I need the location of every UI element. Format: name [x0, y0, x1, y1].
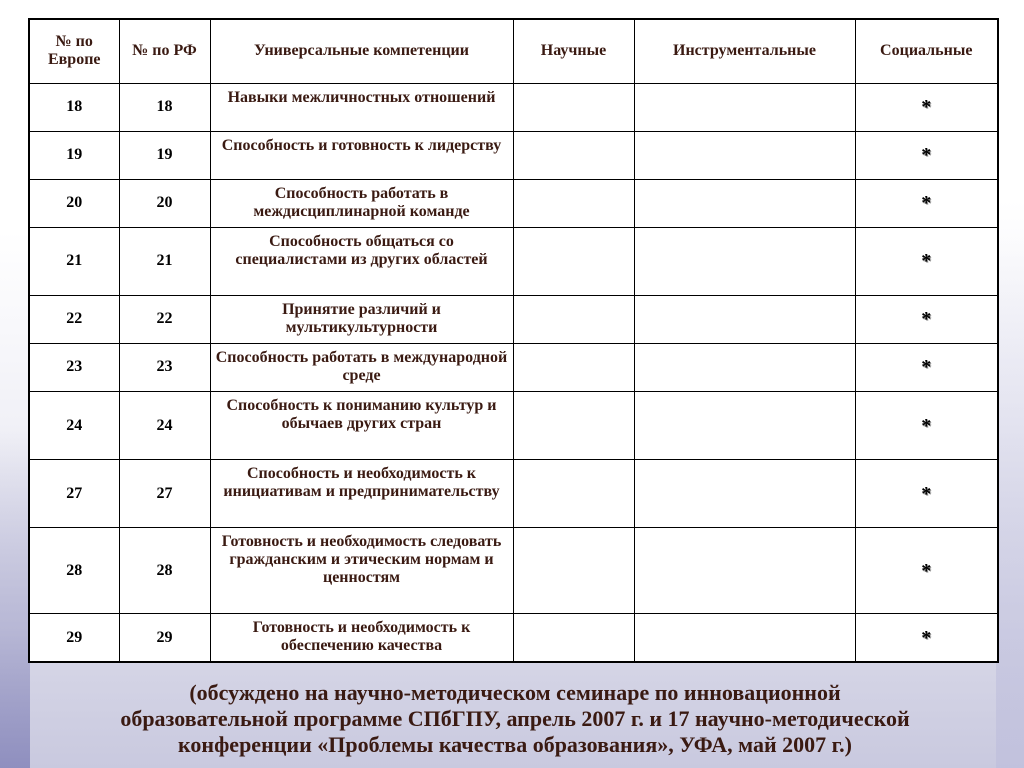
competency-name-cell: Способность работать в международной среде — [210, 343, 513, 391]
social-cell — [855, 343, 998, 391]
asterisk-mark: * — [921, 482, 932, 505]
competency-name-cell: Способность и необходимость к инициативам и предпринимательству — [210, 460, 513, 528]
eu-number-cell: 23 — [29, 343, 119, 391]
asterisk-mark: * — [921, 144, 932, 167]
social-cell — [855, 131, 998, 179]
table-row — [29, 227, 998, 295]
scientific-cell — [513, 460, 634, 528]
instrumental-cell — [634, 295, 855, 343]
rf-number-cell: 21 — [119, 227, 210, 295]
asterisk-mark: * — [921, 308, 932, 331]
asterisk-mark: * — [921, 356, 932, 379]
social-cell — [855, 179, 998, 227]
rf-number-cell: 24 — [119, 392, 210, 460]
social-cell — [855, 227, 998, 295]
footer-line-2: образовательной программе СПбГПУ, апрель 2007 г. и 17 научно-методической — [120, 706, 910, 731]
table-row — [29, 295, 998, 343]
eu-number-cell: 21 — [29, 227, 119, 295]
table-row — [29, 528, 998, 614]
eu-number-cell: 24 — [29, 392, 119, 460]
competency-name-cell: Способность работать в междисциплинарной команде — [210, 179, 513, 227]
instrumental-cell — [634, 528, 855, 614]
rf-number-cell: 20 — [119, 179, 210, 227]
scientific-cell — [513, 179, 634, 227]
eu-number-cell: 29 — [29, 614, 119, 662]
asterisk-mark: * — [921, 250, 932, 273]
table-row — [29, 343, 998, 391]
rf-number-cell: 22 — [119, 295, 210, 343]
footer-note — [40, 680, 990, 758]
competency-name-cell: Готовность и необходимость следовать гражданским и этическим нормам и ценностям — [210, 528, 513, 614]
rf-number-cell: 29 — [119, 614, 210, 662]
header-rf-number: № по РФ — [119, 19, 210, 83]
header-row — [29, 19, 998, 83]
competency-name-cell: Принятие различий и мультикультурности — [210, 295, 513, 343]
competency-name-cell: Навыки межличностных отношений — [210, 83, 513, 131]
instrumental-cell — [634, 83, 855, 131]
instrumental-cell — [634, 131, 855, 179]
competency-name-cell: Готовность и необходимость к обеспечению качества — [210, 614, 513, 662]
asterisk-mark: * — [921, 414, 932, 437]
eu-number-cell: 27 — [29, 460, 119, 528]
instrumental-cell — [634, 460, 855, 528]
instrumental-cell — [634, 614, 855, 662]
asterisk-mark: * — [921, 626, 932, 649]
scientific-cell — [513, 83, 634, 131]
social-cell — [855, 392, 998, 460]
table-row — [29, 83, 998, 131]
scientific-cell — [513, 614, 634, 662]
social-cell — [855, 83, 998, 131]
scientific-cell — [513, 528, 634, 614]
rf-number-cell: 23 — [119, 343, 210, 391]
competency-name-cell: Способность к пониманию культур и обычаев других стран — [210, 392, 513, 460]
rf-number-cell: 27 — [119, 460, 210, 528]
instrumental-cell — [634, 179, 855, 227]
scientific-cell — [513, 131, 634, 179]
header-social: Социальные — [855, 19, 998, 83]
instrumental-cell — [634, 392, 855, 460]
social-cell — [855, 528, 998, 614]
left-decor-band — [0, 430, 30, 768]
table-row — [29, 392, 998, 460]
scientific-cell — [513, 227, 634, 295]
header-instrumental: Инструментальные — [634, 19, 855, 83]
instrumental-cell — [634, 343, 855, 391]
header-eu-number: № по Европе — [29, 19, 119, 83]
eu-number-cell: 20 — [29, 179, 119, 227]
competency-name-cell: Способность и готовность к лидерству — [210, 131, 513, 179]
table-row — [29, 179, 998, 227]
table-row — [29, 460, 998, 528]
rf-number-cell: 19 — [119, 131, 210, 179]
asterisk-mark: * — [921, 559, 932, 582]
eu-number-cell: 18 — [29, 83, 119, 131]
competencies-table — [28, 18, 999, 663]
header-universal-competencies: Универсальные компетенции — [210, 19, 513, 83]
footer-line-3: конференции «Проблемы качества образования», УФА, май 2007 г.) — [178, 732, 852, 757]
rf-number-cell: 28 — [119, 528, 210, 614]
rf-number-cell: 18 — [119, 83, 210, 131]
right-decor-band — [996, 200, 1024, 768]
asterisk-mark: * — [921, 96, 932, 119]
header-scientific: Научные — [513, 19, 634, 83]
eu-number-cell: 22 — [29, 295, 119, 343]
table-row — [29, 614, 998, 662]
asterisk-mark: * — [921, 192, 932, 215]
scientific-cell — [513, 295, 634, 343]
table-row — [29, 131, 998, 179]
scientific-cell — [513, 392, 634, 460]
eu-number-cell: 19 — [29, 131, 119, 179]
social-cell — [855, 460, 998, 528]
scientific-cell — [513, 343, 634, 391]
eu-number-cell: 28 — [29, 528, 119, 614]
competency-name-cell: Способность общаться со специалистами из других областей — [210, 227, 513, 295]
social-cell — [855, 614, 998, 662]
footer-line-1: (обсуждено на научно-методическом семинаре по инновационной — [189, 680, 841, 705]
social-cell — [855, 295, 998, 343]
instrumental-cell — [634, 227, 855, 295]
